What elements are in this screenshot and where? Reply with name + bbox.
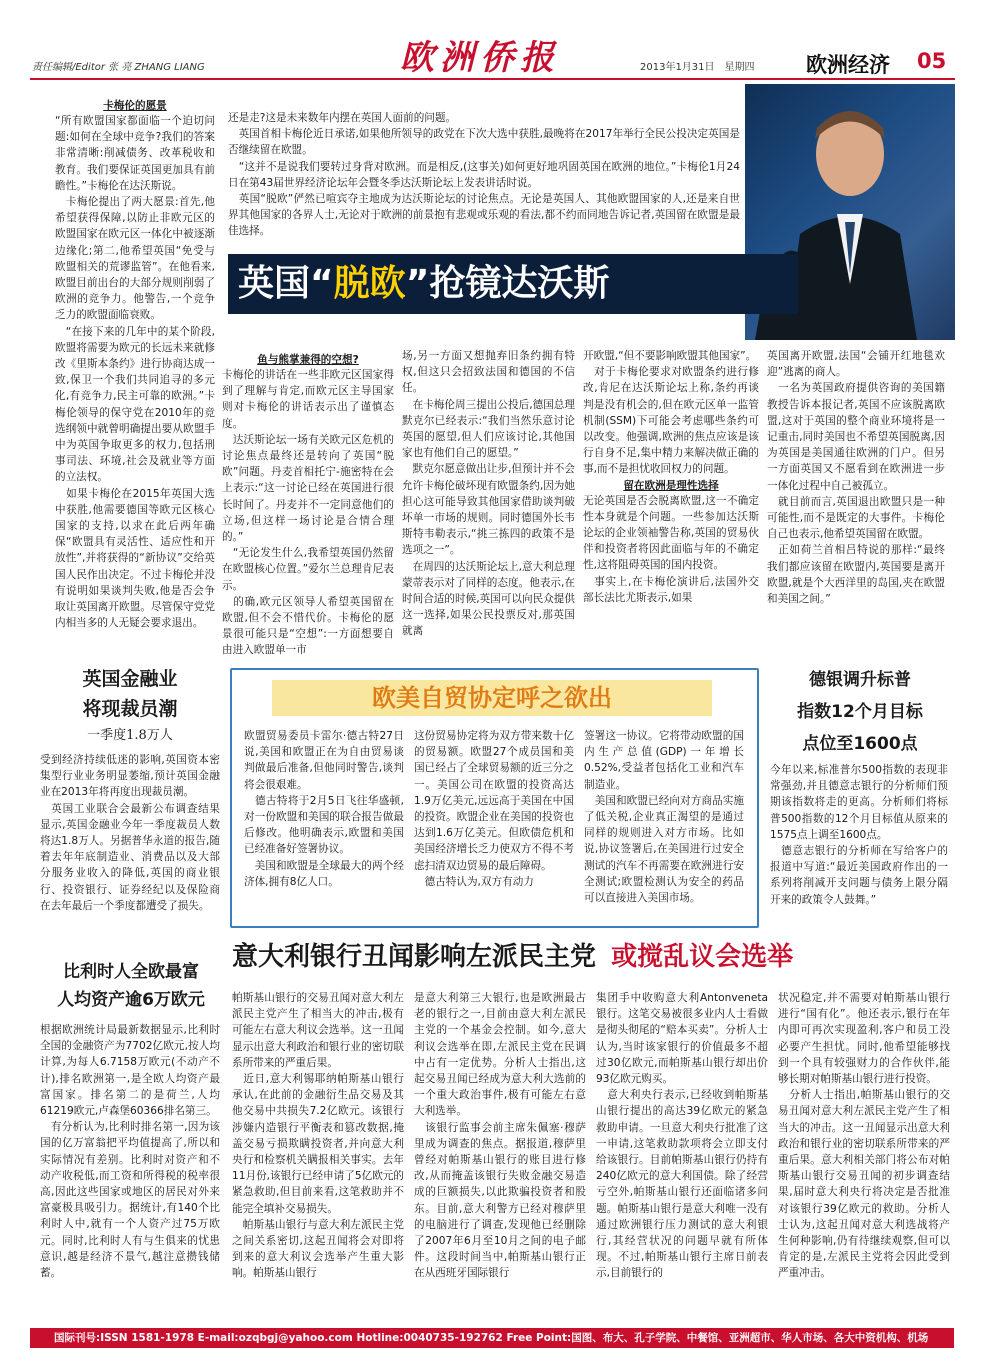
fta-column-2: 这份贸易协定将为双方带来数十亿的贸易额。欧盟27个成员国和美国已经占了全球贸易额的近三分之一。美国公司在欧盟的投资高达1.9万亿美元,远远高于美国在中国的投资。欧盟企业在美国的投资也达到1.6万亿美元。但欧债危机和美国经济增长乏力使双方不得不考虑扫清双边贸易的最后障碍。 德古特认为,双方有动力 bbox=[414, 730, 574, 888]
headline-part-1: 英国“ bbox=[238, 263, 334, 304]
headline-highlight: 脱欧 bbox=[333, 263, 406, 304]
italy-column-2: 是意大利第三大银行,也是欧洲最古老的银行之一,目前由意大利左派民主党的一个基金会控制。如今,意大利议会选举在即,左派民主党在民调中占有一定优势。分析人士指出,这起交易丑闻已经成为意大利大选前的一个重大政治事件,极有可能左右意大利选举。 该银行监事会前主席朱佩塞·穆萨里成为调查的焦点。据报道,穆萨里曾经对帕斯基山银行的账目进行修改,从而掩盖该银行失败金融交易造成的巨额损失,以此欺骗投资者和股东。目前,意大利警方已经对穆萨里的电脑进行了调查,发现他已经删除了2007年6月至10月之间的电子邮件。这段时间当中,帕斯基山银行正在从西班牙国际银行 bbox=[414, 992, 586, 1280]
column-text: 卡梅伦的讲话在一些非欧元区国家得到了理解与肯定,而欧元区主导国家则对卡梅伦的讲话表示出了谨慎态度。 达沃斯论坛一场有关欧元区危机的讨论焦点最终还是转向了英国“脱欧”问题。丹麦首相托宁-施密特在会上表示:“这一讨论已经在英国进行很长时间了。丹麦并不一定同意他们的立场,但这样一场讨论是合情合理的。” “无论发生什么,我希望英国仍然留在欧盟核心位置。”爱尔兰总理肯尼表示。 的确,欧元区领导人希望英国留在欧盟,但不会不惜代价。卡梅伦的愿景很可能只是“空想”:一方面想要自由进入欧盟单一市 bbox=[222, 369, 394, 657]
subheading-dream: 鱼与熊掌兼得的空想? bbox=[257, 354, 359, 366]
italy-headline bbox=[232, 936, 952, 973]
title-line: 比利时人全欧最富 bbox=[63, 962, 199, 982]
title-line: 英国金融业 bbox=[82, 668, 178, 690]
fta-title: 欧美自贸协定呼之欲出 bbox=[272, 680, 712, 716]
article-intro: 还是走?这是未来数年内摆在英国人面前的问题。 英国首相卡梅伦近日承诺,如果他所领导的政党在下次大选中获胜,最晚将在2017年举行全民公投决定英国是否继续留在欧盟。 “这并不是说我们要转过身背对欧洲。而是相反,(这事关)如何更好地巩固英国在欧洲的地位。”卡梅伦1月24日在第43届世界经济论坛年会暨冬季达沃斯论坛上发表讲话时说。 英国“脱欧”俨然已喧宾夺主地成为达沃斯论坛的讨论焦点。无论是英国人、其他欧盟国家的人,还是来自世界其他国家的各界人士,无论对于欧洲的前景抱有悲观或乐观的看法,都不约而同地告诉记者,英国留在欧盟是最佳选择。 bbox=[228, 112, 740, 238]
title-line: 德银调升标普 bbox=[809, 670, 911, 690]
article-column-3: 场,另一方面又想抛弃旧条约拥有特权,但这只会招致法国和德国的不信任。 在卡梅伦周三提出公投后,德国总理默克尔已经表示:“我们当然乐意讨论英国的愿望,但人们应该讨论,其他国家也有他们自己的愿望。” 默克尔愿意做出让步,但预计并不会允许卡梅伦破坏现有欧盟条约,因为她担心这可能导致其他国家借助谈判破坏单一市场的规则。同时德国外长韦斯特韦勒表示,“挑三拣四的政策不是选项之一”。 在周四的达沃斯论坛上,意大利总理蒙蒂表示对了同样的态度。他表示,在时间合适的时候,英国可以向民众提供这一选择,如果公民投票反对,那英国就离 bbox=[402, 350, 575, 638]
section-title: 欧洲经济 bbox=[806, 53, 890, 77]
title-line: 指数12个月目标 bbox=[797, 702, 923, 722]
issue-date: 2013年1月31日 星期四 bbox=[640, 62, 755, 73]
subheading-vision: 卡梅伦的愿景 bbox=[103, 100, 167, 112]
belgium-body: 根据欧洲统计局最新数据显示,比利时全国的金融资产为7702亿欧元,按人均计算,为每人6.7158万欧元(不动产不计),排名欧洲第一,是全欧人均资产最富国家。排名第二的是荷兰,人均61219欧元,卢森堡60366排名第三。 有分析认为,比利时排名第一,因为该国的亿万富翁把平均值提高了,所以和实际情况有差别。比利时对资产和不动产收税低,而工资和所得税的税率很高,因此这些国家或地区的居民对外来富豪极具吸引力。据统计,有140个比利时人中,就有一个人资产过75万欧元。同时,比利时人有与生俱来的忧患意识,越是经济不景气,越注意攒钱储蓄。 bbox=[40, 1024, 220, 1280]
article-column-2 bbox=[222, 352, 394, 658]
column-text: “所有欧盟国家都面临一个迫切问题:如何在全球中竞争?我们的答案非常清晰:削减债务、改革税收和教育。我们要保证英国更加具有前瞻性。”卡梅伦在达沃斯说。 卡梅伦提出了两大愿景:首先,他希望获得保障,以防止非欧元区的欧盟国家在欧元区一体化中被逐渐边缘化;第二,他希望英国“免受与欧盟相关的荒谬监管”。在他看来,欧盟目前出台的大部分规则削弱了欧洲的竞争力。他警告,一个竞争乏力的欧盟面临衰败。 “在接下来的几年中的某个阶段,欧盟将需要为欧元的长远未来就修改《里斯本条约》进行协商达成一致,保卫一个我们共同追寻的多元化,有竞争力,民主可靠的欧洲。”卡梅伦领导的保守党在2010年的竞选纲领中就曾明确提出要从欧盟手中为英国争取更多的权力,包括刑事司法、环境,社会及就业等方面的立法权。 如果卡梅伦在2015年英国大选中获胜,他需要德国等欧元区核心国家的支持,以求在此后两年确保“欧盟具有灵活性、适应性和开放性”,并将获得的“新协议”交给英国人民作出决定。不过卡梅伦并没有说明如果谈判失败,他是否会争取让英国离开欧盟。尽管保守党党内相当多的人无疑会要求退出。 bbox=[55, 115, 215, 630]
title-line: 点位至1600点 bbox=[802, 734, 918, 754]
db-body: 今年以来,标准普尔500指数的表现非常强劲,并且德意志银行的分析师们预期该指数将走的更高。分析师们将标普500指数的12个月目标值从原来的1575点上调至1600点。 德意志银行的分析师在写给客户的报道中写道:“最近美国政府作出的一系列将削减开支问题与债务上限分隔开来的政策令人鼓舞。” bbox=[770, 764, 948, 906]
article-column-4 bbox=[583, 348, 759, 658]
column-text: 开欧盟,“但不要影响欧盟其他国家”。 对于卡梅伦要求对欧盟条约进行修改,肯尼在达沃斯论坛上称,条约再谈判是没有机会的,但在欧元区单一监管机制(SSM)下可能会考虑哪些条约可以改变。他强调,欧洲的焦点应该是该行自身不足,集中精力来解决做正确的事,而不是担忧收回权力的问题。 bbox=[583, 350, 759, 476]
headline-part-2: ”抢镜达沃斯 bbox=[405, 263, 610, 304]
fta-column-3: 签署这一协议。它将带动欧盟的国内生产总值(GDP)一年增长0.52%,受益者包括化工业和汽车制造业。 美国和欧盟已经向对方商品实施了低关税,企业真正渴望的是通过同样的规则进入对方市场。比如说,协议签署后,在美国进行过安全测试的汽车不再需要在欧洲进行安全测试;欧盟检测认为安全的药品可以直接进入美国市场。 bbox=[584, 730, 744, 905]
headline-part-2: 或搅乱议会选举 bbox=[611, 942, 794, 972]
italy-column-1: 帕斯基山银行的交易丑闻对意大利左派民主党产生了相当大的冲击,极有可能左右意大利议会选举。这一丑闻显示出意大利政治和银行业的密切联系所带来的严重后果。 近日,意大利锡耶纳帕斯基山银行承认,在此前的金融衍生品交易及其他交易中共损失7.2亿欧元。该银行涉嫌内造银行平衡表和篡改数据,掩盖交易亏损欺瞒投资者,并向意大利央行和检察机关瞒报相关事实。去年11月份,该银行已经申请了5亿欧元的紧急救助,但目前来看,这笔救助并不能完全填补交易损失。 帕斯基山银行与意大利左派民主党之间关系密切,这起丑闻将会对即将到来的意大利议会选举产生重大影响。帕斯基山银行 bbox=[232, 992, 404, 1280]
belgium-title bbox=[36, 958, 226, 1014]
article-column-5: 英国离开欧盟,法国“会铺开红地毯欢迎”逃离的商人。 一名为英国政府提供咨询的美国籍教授告诉本报记者,英国不应该脱离欧盟,这对于英国的整个商业环境将是一记重击,同时美国也不希望英国脱离,因为英国是美国通往欧洲的门户。但另一方面英国又不愿看到在欧洲进一步一体化过程中自己被孤立。 就目前而言,英国退出欧盟只是一种可能性,而不是既定的大事件。卡梅伦自己也表示,他希望英国留在欧盟。 正如荷兰首相吕特说的那样:“最终我们都应该留在欧盟内,英国要是离开欧盟,就是个大西洋里的岛国,夹在欧盟和美国之间。” bbox=[767, 350, 945, 606]
article-column-1 bbox=[55, 98, 215, 658]
column-text: 无论英国是否会脱离欧盟,这一不确定性本身就是个问题。一些参加达沃斯论坛的企业领袖警告称,英国的贸易伙伴和投资者将因此面临与年的不确定性,这将阻碍英国的国内投资。 事实上,在卡梅伦演讲后,法国外交部长法比尤斯表示,如果 bbox=[583, 494, 759, 604]
finance-title bbox=[40, 664, 220, 748]
page-number: 05 bbox=[917, 49, 947, 73]
main-headline bbox=[228, 254, 798, 314]
italy-column-3: 集团手中收购意大利Antonveneta银行。这笔交易被很多业内人士看做是彻头彻尾的“赔本买卖”。分析人士认为,当时该家银行的价值最多不超过30亿欧元,而帕斯基山银行却出价93亿欧元购买。 意大利央行表示,已经收到帕斯基山银行提出的高达39亿欧元的紧急救助申请。一旦意大利央行批准了这一申请,这笔救助款项将会立即支付给该银行。目前帕斯基山银行仍持有240亿欧元的意大利国债。除了经营亏空外,帕斯基山银行还面临诸多问题。帕斯基山银行是意大利唯一没有通过欧洲银行压力测试的意大利银行,其经营状况的问题早就有所体现。不过,帕斯基山银行主席日前表示,目前银行的 bbox=[596, 992, 768, 1280]
header-rule bbox=[30, 78, 955, 80]
headline-part-1: 意大利银行丑闻影响左派民主党 bbox=[232, 942, 597, 972]
subheading-rational: 留在欧洲是理性选择 bbox=[623, 479, 719, 492]
finance-body: 受到经济持续低迷的影响,英国资本密集型行业业务明显萎缩,预计英国金融业在2013年将再度出现裁员潮。 英国工业联合会最新公布调查结果显示,英国金融业今年一季度裁员人数将达1.8万人。另据普华永道的报告,随着去年年底制造业、消费品以及大部分服务业收入的降低,英国的商业银行、投资银行、证券经纪以及保险商在去年最后一个季度都遭受了损失。 bbox=[40, 754, 220, 912]
title-line: 将现裁员潮 bbox=[82, 698, 178, 720]
subtitle: 一季度1.8万人 bbox=[87, 728, 173, 743]
fta-column-1: 欧盟贸易委员卡雷尔·德古特27日说,美国和欧盟正在为自由贸易谈判做最后准备,但他同时警告,谈判将会很艰难。 德古特将于2月5日飞往华盛顿,对一份欧盟和美国的联合报告做最后修改。他明确表示,欧盟和美国已经准备好签署协议。 美国和欧盟是全球最大的两个经济体,拥有8亿人口。 bbox=[244, 730, 404, 888]
masthead: 欧洲侨报 bbox=[400, 38, 560, 78]
title-line: 人均资产逾6万欧元 bbox=[57, 990, 205, 1010]
db-title bbox=[770, 664, 950, 760]
editor-credit: 责任编辑/Editor 张 亮 ZHANG LIANG bbox=[32, 62, 205, 73]
italy-column-4: 状况稳定,并不需要对帕斯基山银行进行“国有化”。他还表示,银行在年内即可再次实现盈利,客户和员工没必要产生担忧。同时,他希望能够找到一个具有较强财力的合作伙伴,能够长期对帕斯基山银行进行投资。 分析人士指出,帕斯基山银行的交易丑闻对意大利左派民主党产生了相当大的冲击。这一丑闻显示出意大利政治和银行业的密切联系所带来的严重后果。意大利相关部门将公布对帕斯基山银行交易丑闻的初步调查结果,届时意大利央行将决定是否批准对该银行39亿欧元的救助。分析人士认为,这起丑闻对意大利选战将产生何种影响,仍有待继续观察,但可以肯定的是,左派民主党将会因此受到严重冲击。 bbox=[778, 992, 950, 1280]
footer-banner: 国际刊号:ISSN 1581-1978 E-mail:ozqbgj@yahoo.com Hotline:0040735-192762 Free Point:国图、布大、孔子学院、中餐馆、亚洲超市、华人市场、各大中资机构、机场 bbox=[30, 1328, 954, 1348]
